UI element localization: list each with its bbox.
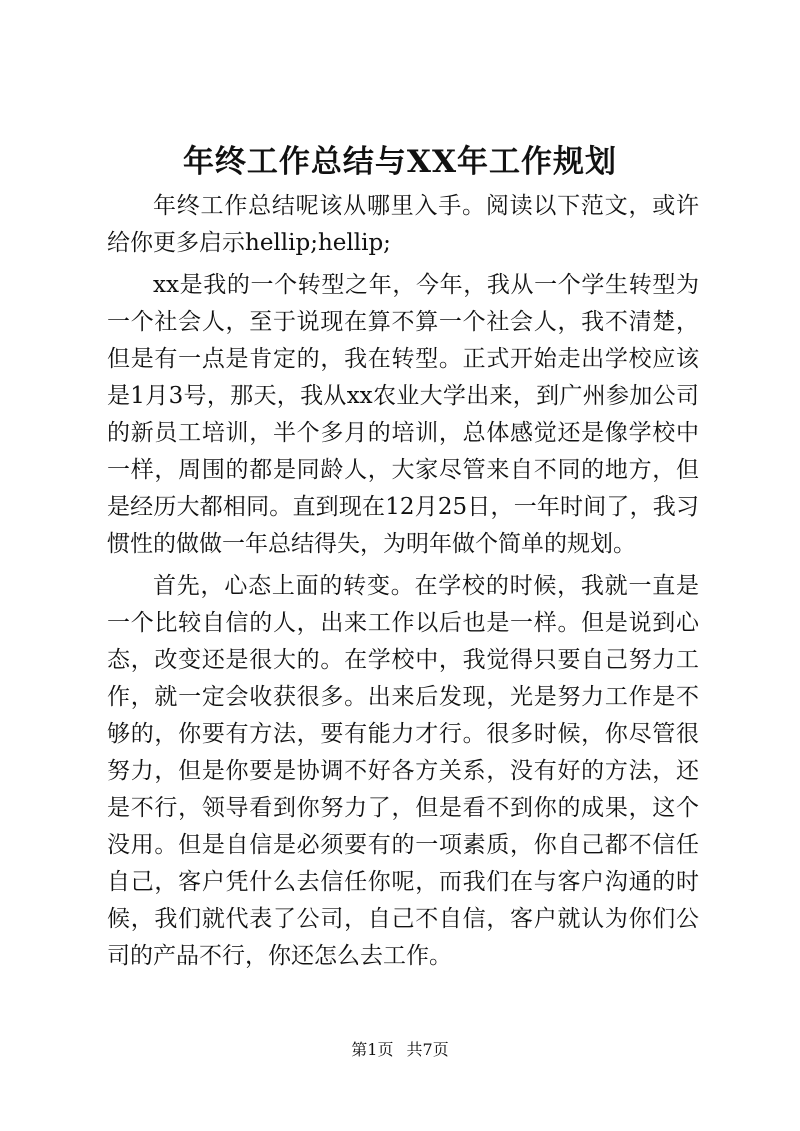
- paragraph-transition-year: xx是我的一个转型之年，今年，我从一个学生转型为一个社会人，至于说现在算不算一个社会人，我不清楚，但是有一点是肯定的，我在转型。正式开始走出学校应该是1月3号，那天，我从xx农业大学出来，到广州参加公司的新员工培训，半个多月的培训，总体感觉还是像学校中一样，周围的都是同龄人，大家尽管来自不同的地方，但是经历大都相同。直到现在12月25日，一年时间了，我习惯性的做做一年总结得失，为明年做个简单的规划。: [107, 272, 699, 557]
- document-title: 年终工作总结与XX年工作规划: [182, 144, 618, 180]
- paragraph-mindset-change: 首先，心态上面的转变。在学校的时候，我就一直是一个比较自信的人，出来工作以后也是一样。但是说到心态，改变还是很大的。在学校中，我觉得只要自己努力工作，就一定会收获很多。出来后发现，光是努力工作是不够的，你要有方法，要有能力才行。很多时候，你尽管很努力，但是你要是协调不好各方关系，没有好的方法，还是不行，领导看到你努力了，但是看不到你的成果，这个没用。但是自信是必须要有的一项素质，你自己都不信任自己，客户凭什么去信任你呢，而我们在与客户沟通的时候，我们就代表了公司，自己不自信，客户就认为你们公司的产品不行，你还怎么去工作。: [107, 573, 699, 969]
- total-pages: 共7页: [406, 1040, 449, 1059]
- document-body: [107, 188, 699, 980]
- paragraph-intro: 年终工作总结呢该从哪里入手。阅读以下范文，或许给你更多启示hellip;hellip;: [107, 193, 699, 256]
- page-number: 第1页: [351, 1040, 394, 1059]
- page-footer: [0, 1040, 800, 1060]
